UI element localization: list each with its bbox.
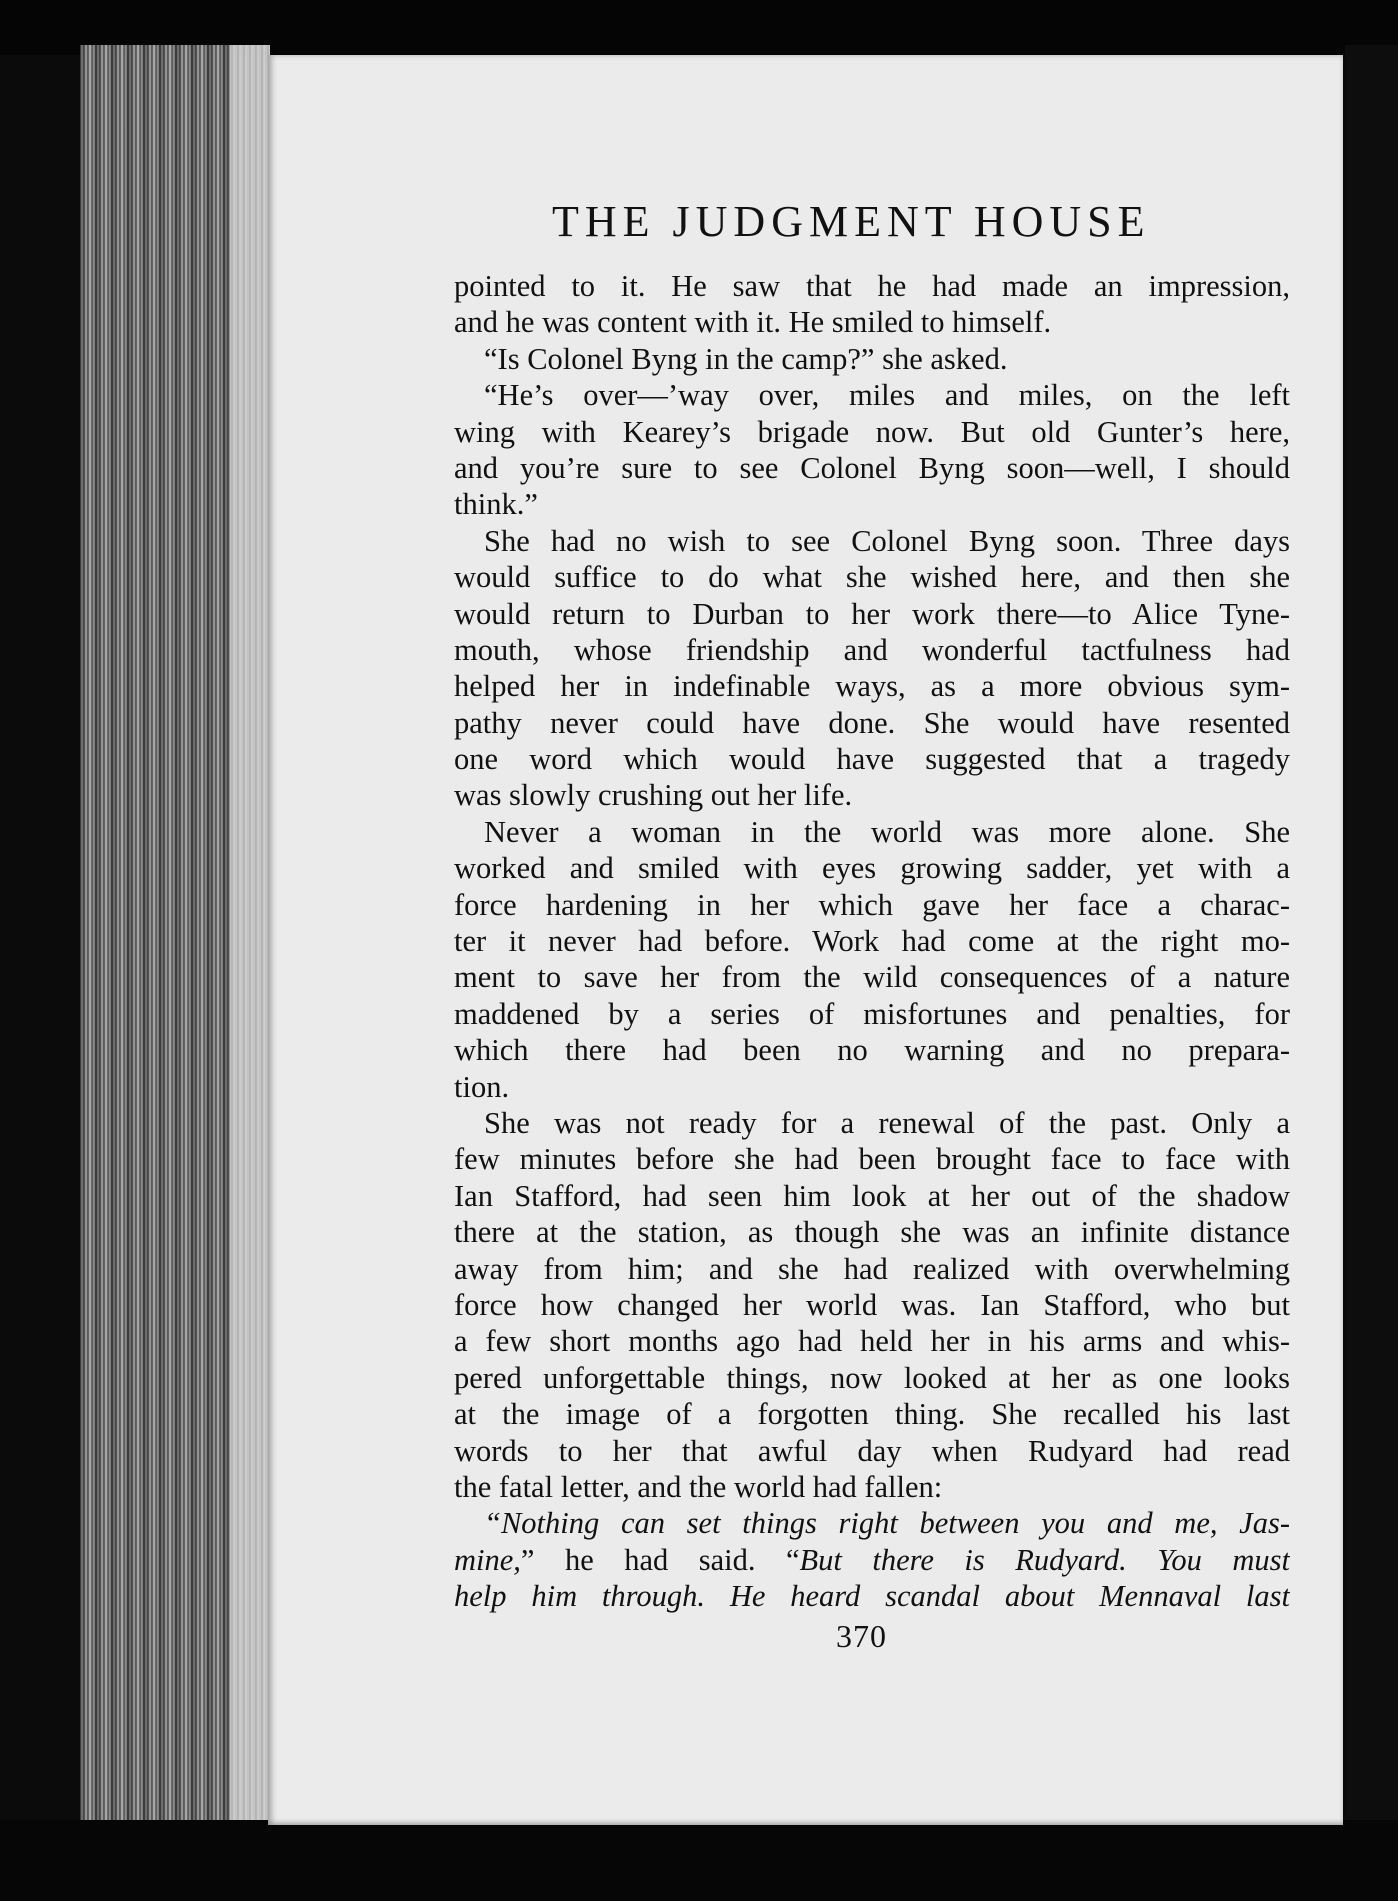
text-line: ment to save her from the wild consequences of a nature <box>454 960 1290 995</box>
text-line: She was not ready for a renewal of the past. Only a <box>484 1105 1290 1140</box>
text-line: and he was content with it. He smiled to himself. <box>454 305 1052 340</box>
text-line: Never a woman in the world was more alone. She <box>484 814 1290 849</box>
italic-quote-line: “Nothing can set things right between you and me, Jas- <box>484 1506 1290 1541</box>
text-line: would suffice to do what she wished here, and then she <box>454 560 1290 595</box>
text-line: there at the station, as though she was an infinite distance <box>454 1215 1290 1250</box>
text-line: words to her that awful day when Rudyard had read <box>454 1433 1290 1468</box>
text-line: think.” <box>454 487 538 522</box>
text-line: mouth, whose friendship and wonderful tactfulness had <box>454 632 1290 667</box>
text-line: “He’s over—’way over, miles and miles, on the left <box>484 378 1290 413</box>
text-line: pathy never could have done. She would have resented <box>454 705 1290 740</box>
text-line: force how changed her world was. Ian Stafford, who but <box>454 1287 1290 1322</box>
text-line: at the image of a forgotten thing. She recalled his last <box>454 1397 1290 1432</box>
text-line: force hardening in her which gave her face a charac- <box>454 887 1290 922</box>
page-number: 370 <box>836 1618 887 1654</box>
text-line: the fatal letter, and the world had fallen: <box>454 1469 943 1504</box>
text-line: helped her in indefinable ways, as a more obvious sym- <box>454 669 1290 704</box>
text-line: Ian Stafford, had seen him look at her out of the shadow <box>454 1178 1290 1213</box>
text-line: ter it never had before. Work had come at the right mo- <box>454 924 1290 959</box>
italic-fragment: But there is Rudyard. You must <box>799 1542 1290 1577</box>
text-line <box>454 1505 1290 1541</box>
running-head: THE JUDGMENT HOUSE <box>552 197 1151 246</box>
text-line: worked and smiled with eyes growing sadder, yet with a <box>454 851 1290 886</box>
text-line: tion. <box>454 1069 510 1104</box>
scan-right-border <box>1345 45 1398 1835</box>
text-line: pered unforgettable things, now looked at her as one looks <box>454 1360 1290 1395</box>
roman-fragment: ” he had said. “ <box>520 1542 800 1577</box>
text-line: maddened by a series of misfortunes and penalties, for <box>454 996 1290 1031</box>
text-line: wing with Kearey’s brigade now. But old Gunter’s here, <box>454 414 1290 449</box>
text-line: and you’re sure to see Colonel Byng soon—well, I should <box>454 450 1290 485</box>
text-line: would return to Durban to her work there—to Alice Tyne- <box>454 596 1290 631</box>
text-line: “Is Colonel Byng in the camp?” she asked. <box>484 341 1008 376</box>
text-line: a few short months ago had held her in his arms and whis- <box>454 1324 1290 1359</box>
text-line <box>454 1578 1290 1614</box>
body-text <box>454 268 1290 1614</box>
italic-fragment: mine, <box>454 1542 521 1577</box>
text-line: few minutes before she had been brought face to face with <box>454 1142 1290 1177</box>
text-line: one word which would have suggested that a tragedy <box>454 742 1290 777</box>
text-line: was slowly crushing out her life. <box>454 778 853 813</box>
text-line <box>454 1542 1290 1578</box>
text-line: away from him; and she had realized with overwhelming <box>454 1251 1290 1286</box>
italic-quote-line: help him through. He heard scandal about Mennaval last <box>454 1579 1290 1614</box>
book-page-edges <box>80 45 270 1835</box>
text-line: pointed to it. He saw that he had made an impression, <box>454 269 1290 303</box>
scan-bottom-border <box>0 1820 1398 1901</box>
text-line: She had no wish to see Colonel Byng soon. Three days <box>484 523 1290 558</box>
text-line: which there had been no warning and no prepara- <box>454 1033 1290 1068</box>
